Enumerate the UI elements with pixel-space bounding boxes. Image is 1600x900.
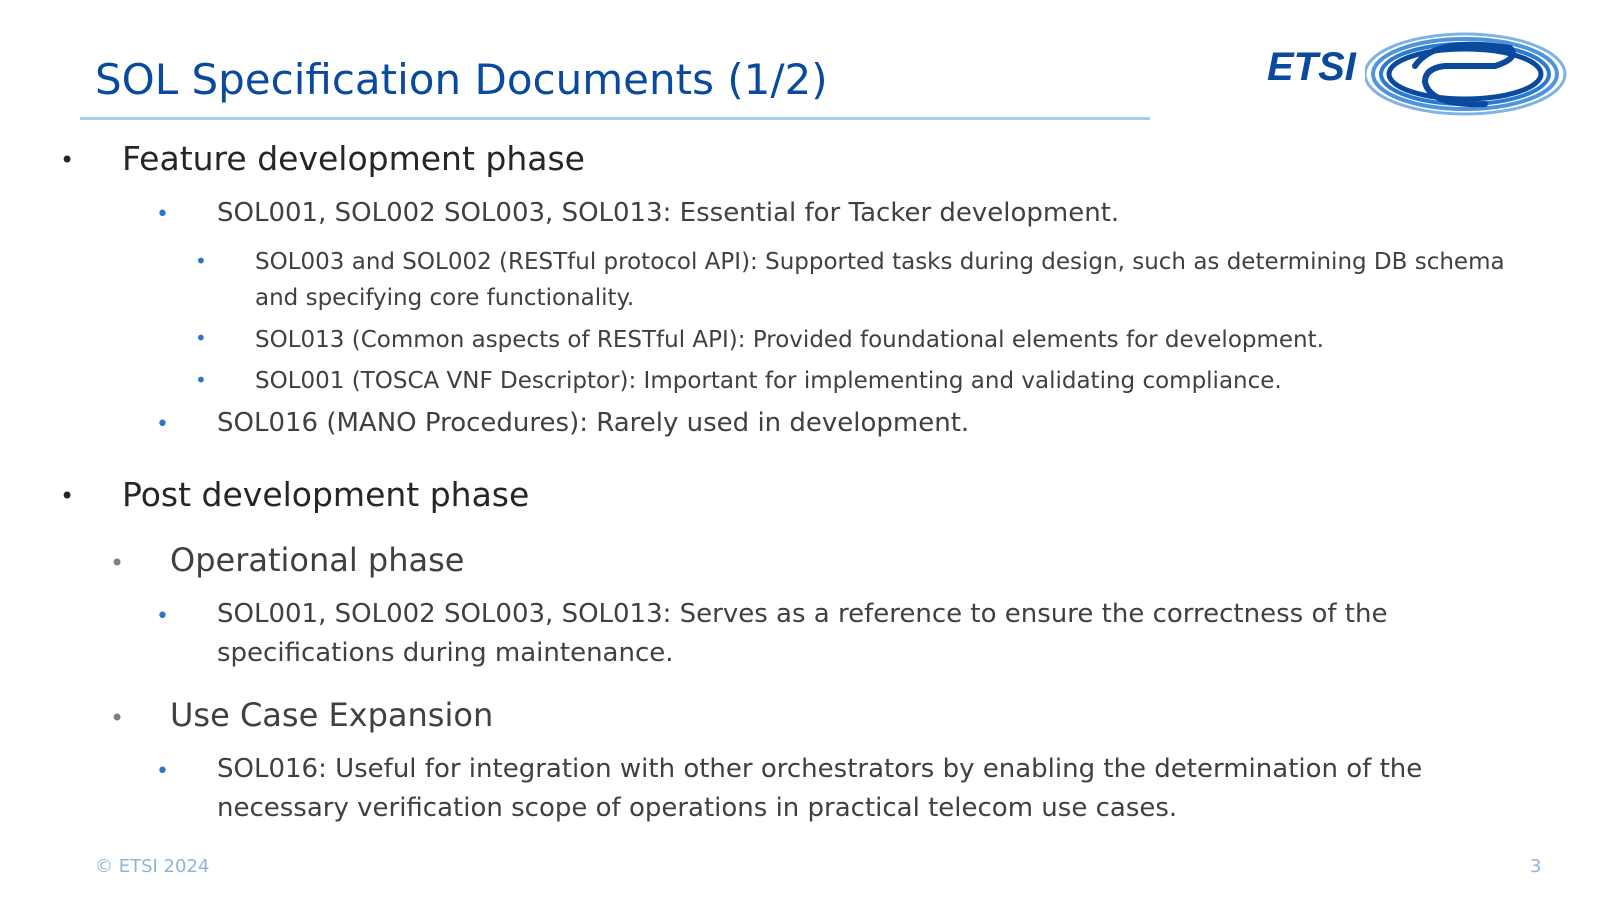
footer-copyright: © ETSI 2024 bbox=[95, 856, 210, 877]
bullet-dot: • bbox=[195, 326, 207, 350]
bullet-dot: • bbox=[156, 759, 169, 784]
bullet-dot: • bbox=[110, 549, 125, 577]
bullet-dot: • bbox=[60, 146, 75, 174]
post-phase-heading: Post development phase bbox=[122, 475, 530, 514]
sol003-sol002-line2: and specifying core functionality. bbox=[255, 285, 635, 311]
sol001-text: SOL001 (TOSCA VNF Descriptor): Important for implementing and validating compliance. bbox=[255, 368, 1282, 394]
bullet-dot: • bbox=[195, 249, 207, 273]
bullet-dot: • bbox=[156, 412, 169, 437]
bullet-dot: • bbox=[156, 202, 169, 227]
slide-title: SOL Specification Documents (1/2) bbox=[95, 55, 828, 104]
use-case-sol016-line2: necessary verification scope of operations in practical telecom use cases. bbox=[217, 793, 1178, 823]
bullet-dot: • bbox=[110, 704, 125, 732]
sol003-sol002-line1: SOL003 and SOL002 (RESTful protocol API): Supported tasks during design, such as determining DB schema bbox=[255, 249, 1505, 275]
sol013-text: SOL013 (Common aspects of RESTful API): Provided foundational elements for development. bbox=[255, 327, 1324, 353]
feature-phase-heading: Feature development phase bbox=[122, 139, 585, 178]
operational-reference-line1: SOL001, SOL002 SOL003, SOL013: Serves as a reference to ensure the correctness of the bbox=[217, 599, 1388, 629]
bullet-dot: • bbox=[156, 604, 169, 629]
bullet-dot: • bbox=[60, 482, 75, 510]
operational-phase-heading: Operational phase bbox=[170, 541, 465, 579]
operational-reference-line2: specifications during maintenance. bbox=[217, 638, 674, 668]
etsi-logo-text: ETSI bbox=[1267, 45, 1356, 89]
sol016-dev-text: SOL016 (MANO Procedures): Rarely used in development. bbox=[217, 408, 970, 438]
use-case-expansion-heading: Use Case Expansion bbox=[170, 696, 494, 734]
use-case-sol016-line1: SOL016: Useful for integration with other orchestrators by enabling the determination of the bbox=[217, 754, 1423, 784]
essential-docs-text: SOL001, SOL002 SOL003, SOL013: Essential for Tacker development. bbox=[217, 198, 1120, 228]
page-number: 3 bbox=[1530, 856, 1542, 877]
bullet-dot: • bbox=[195, 368, 207, 392]
